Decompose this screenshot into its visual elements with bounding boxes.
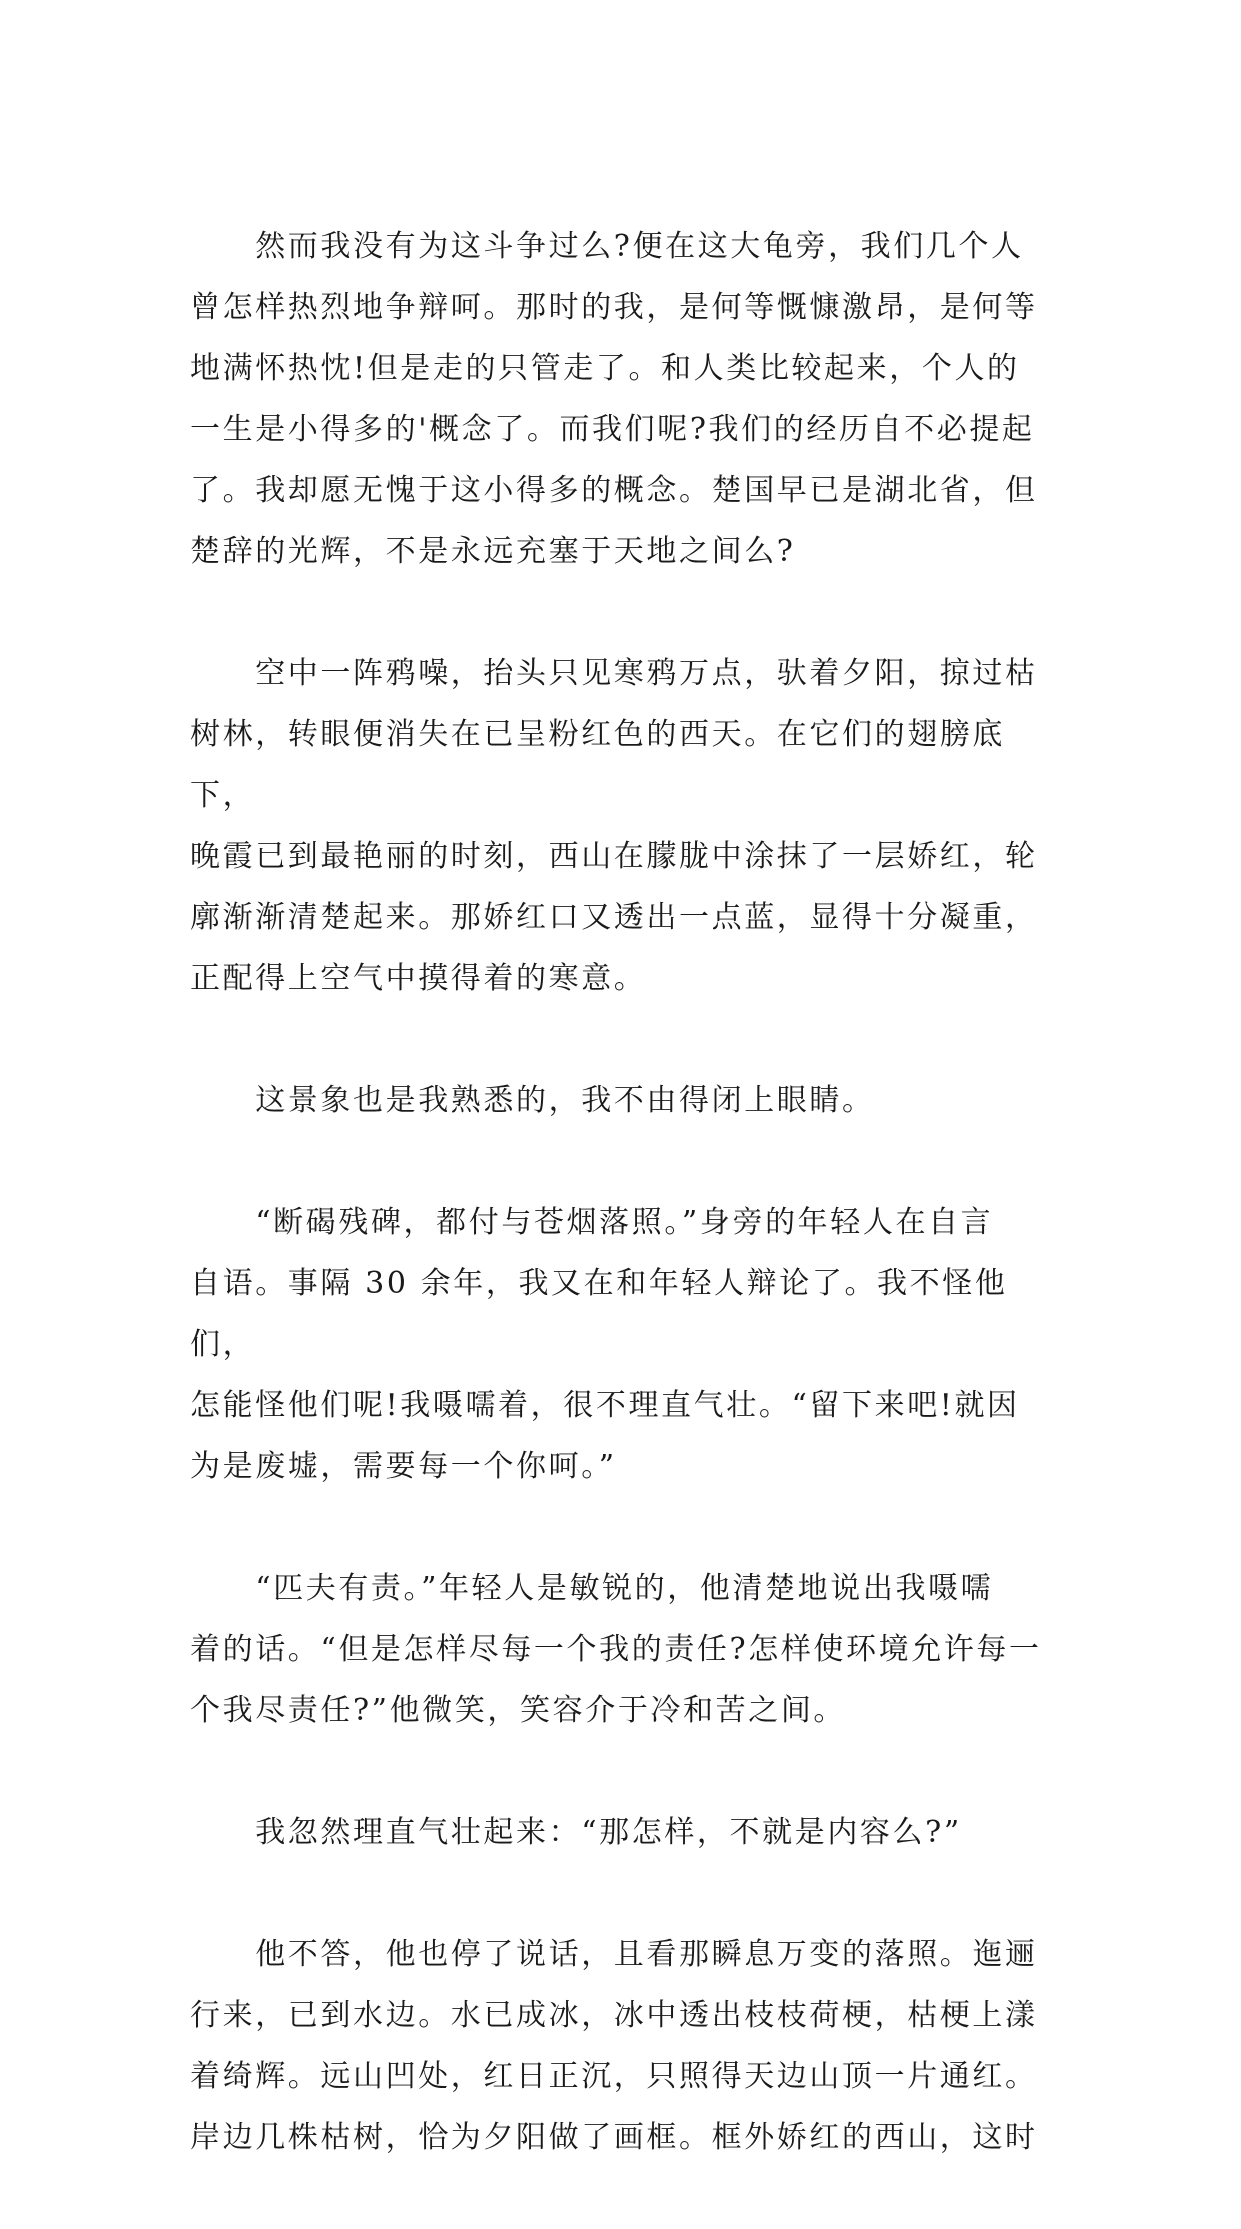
paragraph: 他不答，他也停了说话，且看那瞬息万变的落照。迤逦 行来，已到水边。水已成冰，冰中透出枝枝荷梗，枯梗上漾 着绮辉。远山凹处，红日正沉，只照得天边山顶一片通红。 岸边几株枯树，恰为夕阳做了画框。框外娇红的西山，这时 [190,1937,1038,2155]
paragraph: 然而我没有为这斗争过么?便在这大龟旁，我们几个人 曾怎样热烈地争辩呵。那时的我，是何等慨慷激昂，是何等 地满怀热忱!但是走的只管走了。和人类比较起来，个人的 一生是小得多的'概念了。而我们呢?我们的经历自不必提起 了。我却愿无愧于这小得多的概念。楚国早已是湖北省，但 楚辞的光辉，不是永远充塞于天地之间么? [190,229,1038,569]
paragraph: “匹夫有责。”年轻人是敏锐的，他清楚地说出我嗫嚅 着的话。“但是怎样尽每一个我的责任?怎样使环境允许每一 个我尽责任?”他微笑，笑容介于冷和苦之间。 [190,1571,1042,1728]
paragraph: “断碣残碑，都付与苍烟落照。”身旁的年轻人在自言 自语。事隔 30 余年，我又在和年轻人辩论了。我不怪他们， 怎能怪他们呢!我嗫嚅着，很不理直气壮。“留下来吧!就因 为是废墟，需要每一个你呵。” [190,1205,1020,1484]
paragraph: 这景象也是我熟悉的，我不由得闭上眼睛。 [190,1083,875,1118]
paragraph: 空中一阵鸦噪，抬头只见寒鸦万点，驮着夕阳，掠过枯 树林，转眼便消失在已呈粉红色的西天。在它们的翅膀底下， 晚霞已到最艳丽的时刻，西山在朦胧中涂抹了一层娇红，轮 廓渐渐清楚起来。那娇红口又透出一点蓝，显得十分凝重， 正配得上空气中摸得着的寒意。 [190,656,1038,996]
paragraph: 我忽然理直气壮起来：“那怎样，不就是内容么?” [190,1815,962,1850]
document-body [190,155,1070,2229]
